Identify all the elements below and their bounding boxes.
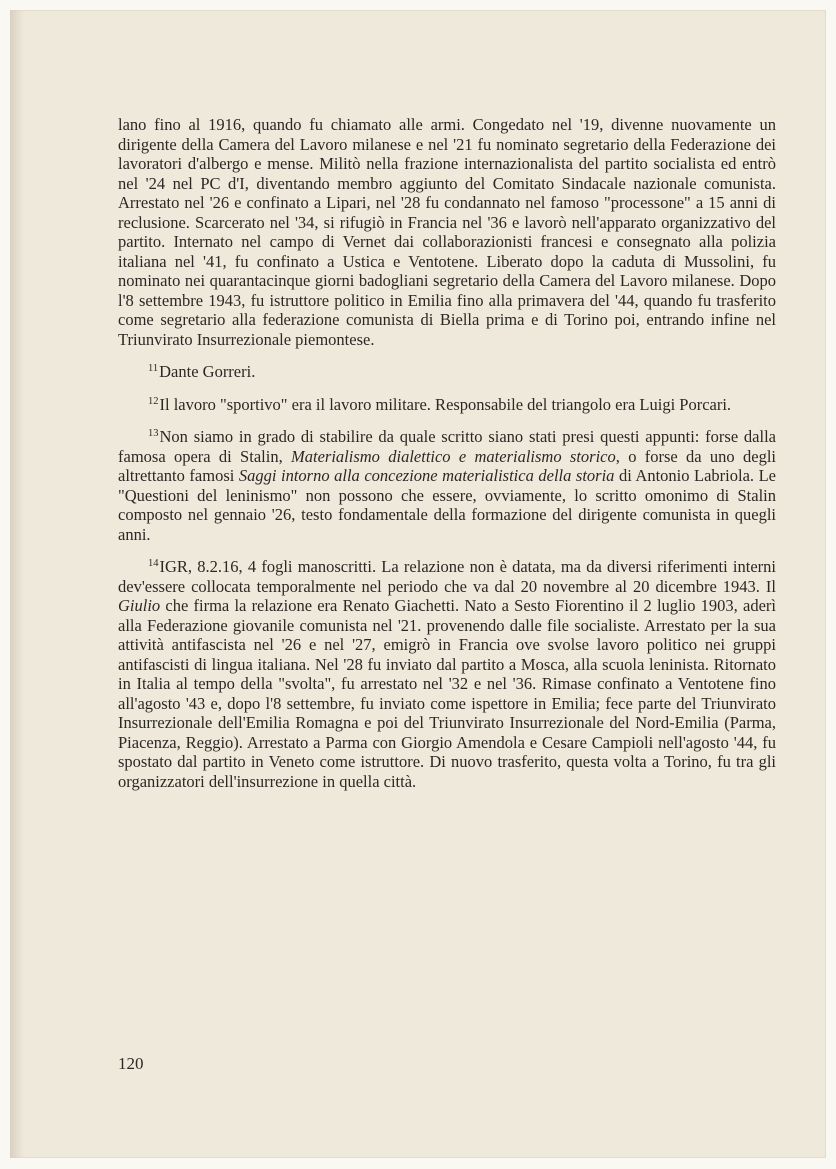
- note-number: 11: [148, 363, 159, 374]
- note-text: che firma la relazione era Renato Giachetti. Nato a Sesto Fiorentino il 2 luglio 1903, aderì alla Federazione giovanile comunista nel '21. provenendo dalle file socialiste. Arrestato per la sua attività antifascista nel '26 e nel '27, emigrò in Francia ove svolse lavoro politico nei gruppi antifascisti di lingua italiana. Nel '28 fu inviato dal partito a Mosca, alla scuola leninista. Ritornato in Italia al tempo della "svolta", fu arrestato nel '32 e nel '36. Rimase confinato a Ventotene fino all'agosto '43 e, dopo l'8 settembre, fu inviato come ispettore in Emilia; fece parte del Triunvirato Insurrezionale dell'Emilia Romagna e poi del Triunvirato Insurrezionale del Nord-Emilia (Parma, Piacenza, Reggio). Arrestato a Parma con Giorgio Amendola e Cesare Campioli nell'agosto '44, fu spostato dal partito in Veneto come istruttore. Di nuovo trasferito, questa volta a Torino, fu tra gli organizzatori dell'insurrezione in quella città.: [118, 596, 776, 791]
- note-text: , o forse da uno degli altrettanto famosi: [118, 446, 776, 485]
- note-13: [118, 424, 776, 544]
- book-title: Materialismo dialettico e materialismo storico: [291, 446, 616, 466]
- note-text: IGR, 8.2.16, 4 fogli manoscritti. La relazione non è datata, ma da diversi riferimenti interni dev'essere collocata temporalmente nel periodo che va dal 20 novembre al 20 dicembre 1943. Il: [118, 557, 776, 596]
- note-text: Non siamo in grado di stabilire da quale scritto siano stati presi questi appunti: forse dalla famosa opera di Stalin,: [118, 427, 776, 466]
- note-text: Dante Gorreri.: [159, 362, 256, 381]
- note-12: [118, 392, 776, 415]
- note-number: 13: [148, 428, 159, 439]
- book-title: Saggi intorno alla concezione materialistica della storia: [238, 466, 615, 485]
- note-number: 12: [148, 395, 159, 407]
- note-text: Il lavoro "sportivo" era il lavoro militare. Responsabile del triangolo era Luigi Porcari.: [159, 394, 732, 414]
- page-number: 120: [118, 1054, 144, 1073]
- note-continuation: lano fino al 1916, quando fu chiamato alle armi. Congedato nel '19, divenne nuovamente un dirigente della Camera del Lavoro milanese e nel '21 fu nominato segretario della Federazione dei lavoratori d'albergo e mense. Militò nella frazione internazionalista del partito socialista ed entrò nel '24 nel PC d'I, diventando membro aggiunto del Comitato Sindacale nazionale comunista. Arrestato nel '26 e confinato a Lipari, nel '28 fu condannato nel famoso "processone" a 15 anni di reclusione. Scarcerato nel '34, si rifugiò in Francia nel '36 e lavorò nell'apparato organizzativo del partito. Internato nel campo di Vernet dai collaborazionisti francesi e consegnato alla polizia italiana nel '41, fu confinato a Ustica e Ventotene. Liberato dopo la caduta di Mussolini, fu nominato nei quarantacinque giorni badogliani segretario della Camera del Lavoro milanese. Dopo l'8 settembre 1943, fu istruttore politico in Emilia fino alla primavera del '44, quando fu trasferito come segretario alla federazione comunista di Biella prima e di Torino poi, entrando infine nel Triunvirato Insurrezionale piemontese.: [118, 115, 776, 349]
- note-14: [118, 554, 776, 791]
- note-number: 14: [148, 558, 159, 569]
- note-text: di Antonio Labriola. Le "Questioni del leninismo" non possono che essere, ovviamente, lo scritto omonimo di Stalin composto nel gennaio '26, testo fondamentale della formazione del dirigente comunista in quegli anni.: [118, 466, 776, 544]
- footnotes-text: [118, 115, 776, 791]
- report-signer-name: Giulio: [118, 596, 161, 615]
- note-11: [118, 359, 776, 382]
- binding-shadow: [10, 10, 24, 1158]
